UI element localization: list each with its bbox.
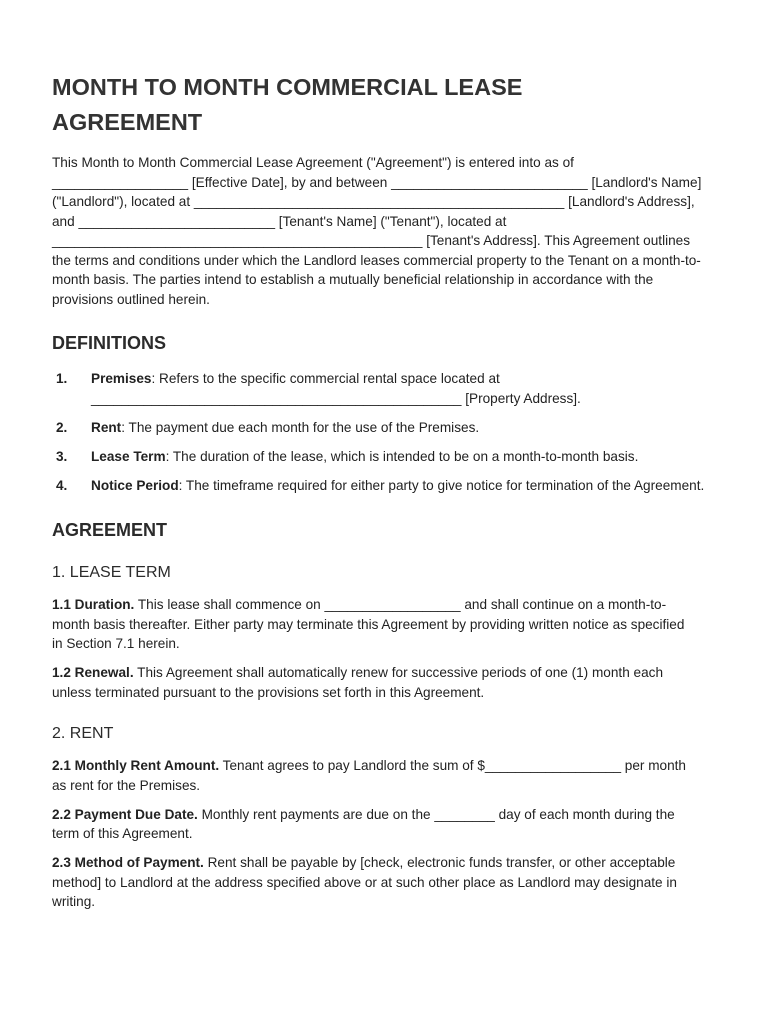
definitions-list — [52, 369, 718, 495]
document-title: MONTH TO MONTH COMMERCIAL LEASE AGREEMENT — [52, 74, 523, 135]
definition-number: 4. — [56, 477, 68, 493]
definition-text: : The payment due each month for the use of the Premises. — [121, 419, 480, 435]
definition-term: Rent — [91, 419, 122, 435]
clause-text: This Agreement shall automatically renew for successive periods of one (1) month each unless terminated pursuant to the provisions set forth in this Agreement. — [52, 665, 664, 700]
definition-number: 1. — [56, 371, 68, 386]
definition-number: 2. — [56, 419, 68, 435]
definition-text: : The duration of the lease, which is intended to be on a month-to-month basis. — [165, 448, 639, 464]
clause-text: Rent shall be payable by [check, electronic funds transfer, or other acceptable method] to Landlord at the address specified above or at such other place as Landlord may designate in writing. — [52, 855, 677, 909]
definition-text: : The timeframe required for either party to give notice for termination of the Agreement. — [178, 477, 705, 493]
section-title-lease-term: 1. LEASE TERM — [52, 564, 171, 581]
agreement-heading: AGREEMENT — [52, 520, 168, 540]
clause-text: Monthly rent payments are due on the ________ day of each month during the term of this Agreement. — [52, 806, 675, 841]
clause-label: 1.1 Duration. — [52, 597, 135, 612]
intro-paragraph: This Month to Month Commercial Lease Agreement ("Agreement") is entered into as of __________________ [Effective Date], by and between __________________________ [Landlord's Name] ("Landlord"), located at _________________________________________________ [Landlord's Address], and __________________________ [Tenant's Name] ("Tenant"), located at _________________________________________________ [Tenant's Address]. This Agreement outlines the terms and conditions under which the Landlord leases commercial property to the Tenant on a month-to-month basis. The parties intend to establish a mutually beneficial relationship in accordance with the provisions outlined herein. — [52, 155, 702, 307]
clause-text: This lease shall commence on __________________ and shall continue on a month-to-month basis thereafter. Either party may terminate this Agreement by providing written notice as specified in Section 7.1 herein. — [52, 597, 685, 651]
definition-term: Lease Term — [91, 448, 166, 464]
clause-label: 2.3 Method of Payment. — [52, 855, 204, 870]
section-title-rent: 2. RENT — [52, 725, 114, 742]
clause-monthly-rent — [52, 756, 692, 795]
clause-duration — [52, 595, 692, 654]
definition-term: Premises — [91, 371, 152, 386]
definition-item — [52, 476, 718, 496]
definition-number: 3. — [56, 448, 68, 464]
clause-method-of-payment — [52, 853, 692, 912]
clause-label: 2.2 Payment Due Date. — [52, 806, 198, 822]
definition-text: : Refers to the specific commercial rental space located at _________________________________________________ [Property Address]. — [91, 371, 581, 406]
definition-item — [52, 369, 718, 408]
clause-label: 2.1 Monthly Rent Amount. — [52, 758, 220, 773]
definition-term: Notice Period — [91, 477, 179, 493]
definition-item — [52, 447, 718, 467]
clause-payment-due-date — [52, 805, 692, 844]
definitions-heading: DEFINITIONS — [52, 333, 167, 353]
clause-label: 1.2 Renewal. — [52, 665, 134, 680]
clause-renewal — [52, 663, 692, 702]
clause-text: Tenant agrees to pay Landlord the sum of $__________________ per month as rent for the Premises. — [52, 758, 686, 793]
definition-item — [52, 418, 718, 438]
